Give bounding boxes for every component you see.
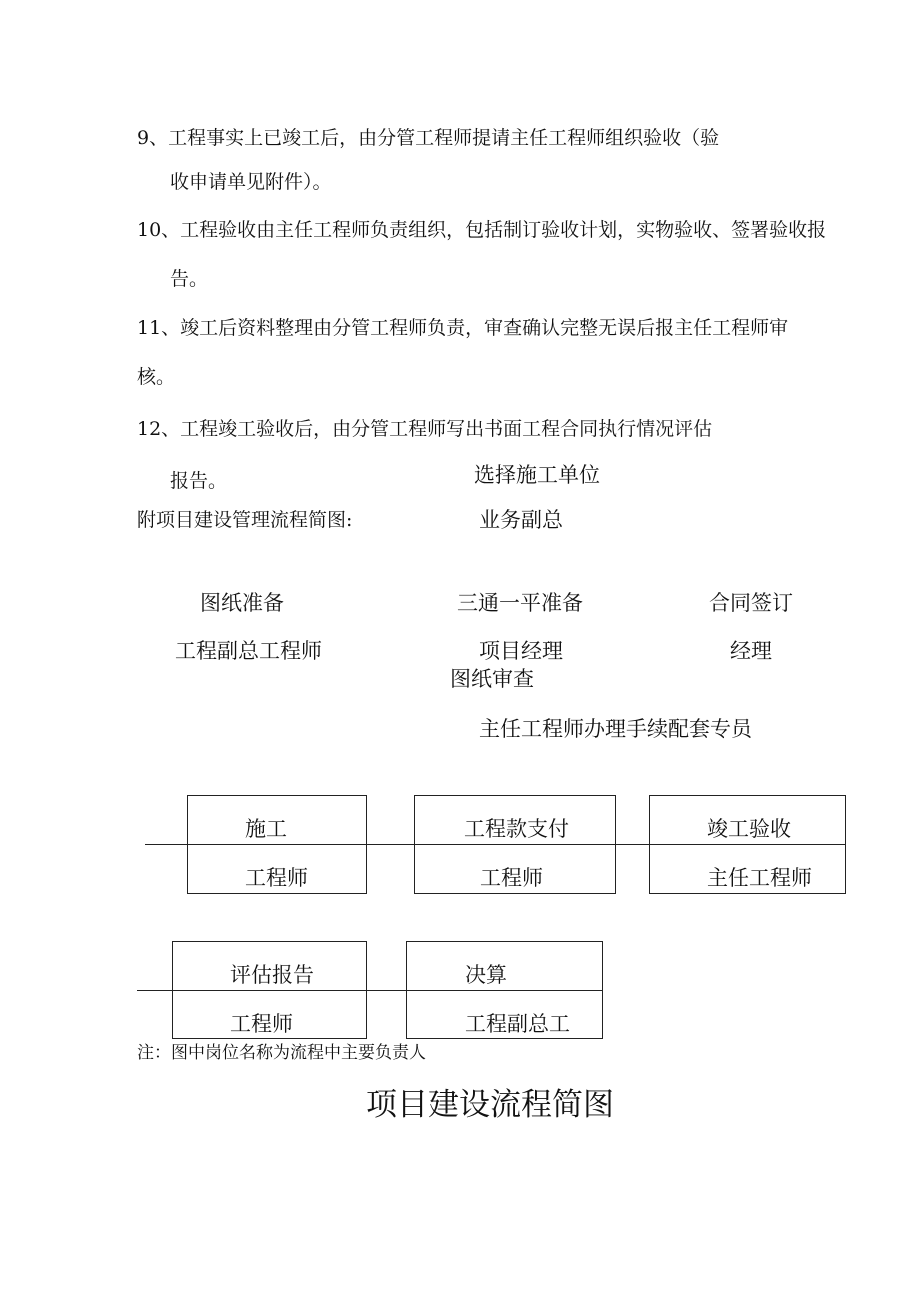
flow-row2-3-task: 合同签订 xyxy=(709,591,793,615)
flow-row2-3-owner: 经理 xyxy=(730,639,772,663)
figure-caption: 项目建设流程简图 xyxy=(366,1087,614,1123)
flow-row3-1-owner: 工程师 xyxy=(245,866,308,890)
flow-row4-1-owner: 工程师 xyxy=(230,1012,293,1036)
flow-row3-2-task: 工程款支付 xyxy=(464,817,569,841)
flow-row2-1-owner: 工程副总工程师 xyxy=(175,639,322,663)
item-12-line2: 报告。 xyxy=(170,470,228,492)
attachment-label: 附项目建设管理流程简图: xyxy=(137,509,353,531)
flow-top-task: 选择施工单位 xyxy=(474,463,600,487)
flow-row4-2-owner: 工程副总工 xyxy=(465,1012,570,1036)
flow-row2-2-task: 三通一平准备 xyxy=(457,591,583,615)
flow-row3-2-owner: 工程师 xyxy=(480,866,543,890)
flow-row4-1-task: 评估报告 xyxy=(230,963,314,987)
flow-row2-1-task: 图纸准备 xyxy=(200,591,284,615)
item-10-line1: 10、工程验收由主任工程师负责组织，包括制订验收计划，实物验收、签署验收报 xyxy=(137,219,827,241)
footnote: 注：图中岗位名称为流程中主要负责人 xyxy=(137,1043,426,1063)
flow-row3-1-task: 施工 xyxy=(245,817,287,841)
item-9-line1: 9、工程事实上已竣工后，由分管工程师提请主任工程师组织验收（验 xyxy=(137,127,720,149)
flow-row3-3-owner: 主任工程师 xyxy=(707,866,812,890)
item-11-line1: 11、竣工后资料整理由分管工程师负责，审查确认完整无误后报主任工程师审 xyxy=(137,317,789,339)
flow-top-owner: 业务副总 xyxy=(479,508,563,532)
flow-row3-3-task: 竣工验收 xyxy=(707,817,791,841)
flow-review-task: 图纸审查 xyxy=(450,667,534,691)
item-9-line2: 收申请单见附件）。 xyxy=(170,171,332,193)
flow-row2-2-owner: 项目经理 xyxy=(479,639,563,663)
flow-row4-2-task: 决算 xyxy=(465,963,507,987)
item-11-line2: 核。 xyxy=(137,366,176,388)
item-10-line2: 告。 xyxy=(170,268,209,290)
item-12-line1: 12、工程竣工验收后，由分管工程师写出书面工程合同执行情况评估 xyxy=(137,418,713,440)
flow-review-owner: 主任工程师办理手续配套专员 xyxy=(479,717,752,741)
